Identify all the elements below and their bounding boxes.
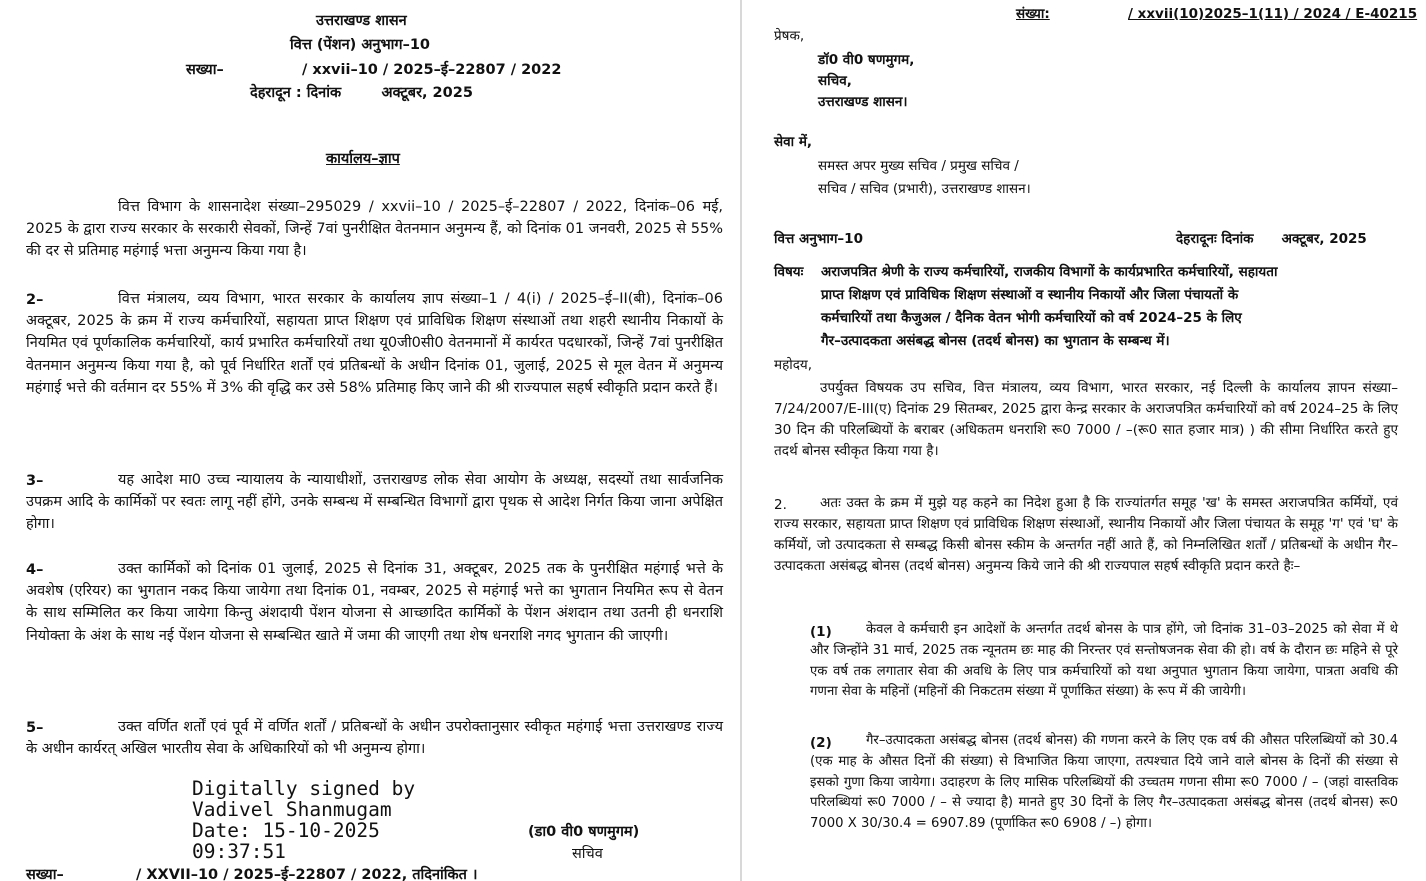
clause-2-number: (2) (810, 735, 832, 751)
digital-signature-block (192, 778, 415, 862)
signature-line-4: 09:37:51 (192, 840, 286, 863)
sender-name: डॉ0 वी0 षणमुगम, (818, 52, 915, 68)
paragraph-2: वित्त मंत्रालय, व्यय विभाग, भारत सरकार के कार्यालय ज्ञाप संख्या–1 / 4(i) / 2025–ई–II(बी), दिनांक–06 अक्टूबर, 2025 के क्रम में राज्य कर्मचारियों, सहायता प्राप्त शिक्षण एवं प्राविधिक शिक्षण संस्थाओं तथा शहरी स्थानीय निकायों के नियमित एवं पूर्णकालिक कर्मचारियों, कार्य प्रभारित कर्मचारियों तथा यू0जी0सी0 वेतनमानों में कार्यरत पदधारकों, जिन्हें 7वां पुनरीक्षित वेतनमान अनुमन्य किया गया है, को पूर्व निर्धारित शर्तों एवं प्रतिबन्धों के अधीन दिनांक 01, जुलाई, 2025 से मूल वेतन में अनुमन्य महंगाई भत्ते की वर्तमान दर 55% में 3% की वृद्धि कर उसे 58% प्रतिमाह किए जाने की श्री राज्यपाल सहर्ष स्वीकृति प्रदान करते हैं। (26, 291, 723, 396)
right-sankhya-label: संख्या: (1016, 6, 1050, 22)
paragraph-5-number: 5– (26, 720, 44, 736)
paragraph-1: वित्त विभाग के शासनादेश संख्या–295029 / xxvii–10 / 2025–ई–22807 / 2022, दिनांक–06 मई, 2025 के द्वारा राज्य सरकार के सरकारी सेवकों, जिन्हें 7वां पुनरीक्षित वेतनमान अनुमन्य हैं, को दिनांक 01 जनवरी, 2025 से 55% की दर से प्रतिमाह महंगाई भत्ता अनुमन्य किया गया है। (26, 199, 723, 260)
sankhya-label: सख्या– (186, 62, 224, 78)
clause-1-number: (1) (810, 624, 832, 640)
recipient-line-1: समस्त अपर मुख्य सचिव / प्रमुख सचिव / (818, 158, 1019, 174)
subject-label: विषयः (774, 264, 804, 280)
subject-line-3: कर्मचारियों तथा कैजुअल / दैनिक वेतन भोगी कर्मचारियों को वर्ष 2024–25 के लिए (821, 310, 1242, 326)
department-name: वित्त (पेंशन) अनुभाग–10 (290, 37, 430, 53)
paragraph-4-number: 4– (26, 562, 44, 578)
right-paragraph-2: अतः उक्त के क्रम में मुझे यह कहने का निदेश हुआ है कि राज्यांतर्गत समूह 'ख' के समस्त अराजपत्रित कर्मियों, एवं राज्य सरकार, सहायता प्राप्त शिक्षण एवं प्राविधिक शिक्षण संस्थाओं, स्थानीय निकायों और जिला पंचायत के समूह 'ग' एवं 'घ' के कर्मियों, जो उत्पादकता से सम्बद्ध किसी बोनस स्कीम के अन्तर्गत नहीं आते हैं, को निम्नलिखित शर्तों / प्रतिबन्धों के अधीन गैर–उत्पादकता असंबद्ध बोनस (तदर्थ बोनस) अनुमन्य किये जाने की श्री राज्यपाल सहर्ष स्वीकृति प्रदान करते हैः– (774, 495, 1398, 574)
date-line: देहरादून : दिनांक अक्टूबर, 2025 (250, 85, 473, 101)
paragraph-5: उक्त वर्णित शर्तों एवं पूर्व में वर्णित शर्तों / प्रतिबन्धों के अधीन उपरोक्तानुसार स्वीकृत महंगाई भत्ता उत्तराखण्ड राज्य के अधीन कार्यरत् अखिल भारतीय सेवा के अधिकारियों को भी अनुमन्य होगा। (26, 719, 723, 758)
paragraph-4: उक्त कार्मिकों को दिनांक 01 जुलाई, 2025 से दिनांक 31, अक्टूबर, 2025 तक के पुनरीक्षित महंगाई भत्ते के अवशेष (एरियर) का भुगतान नकद किया जायेगा तथा दिनांक 01, नवम्बर, 2025 से महंगाई भत्ते का भुगतान नियमित रूप से वेतन के साथ सम्मिलित कर किया जायेगा किन्तु अंशदायी पेंशन योजना से आच्छादित कार्मिकों के पेंशन अंशदान तथा उतनी ही धनराशि नियोक्ता के अंश के साथ नई पेंशन योजना से सम्बन्धित खाते में जमा की जाएगी तथा शेष धनराशि नगद भुगतान की जाएगी। (26, 561, 723, 644)
sender-org: उत्तराखण्ड शासन। (818, 94, 908, 110)
preshak-label: प्रेषक, (774, 28, 805, 44)
document-title: कार्यालय–ज्ञाप (326, 151, 400, 167)
paragraph-3-number: 3– (26, 473, 44, 489)
signature-line-2: Vadivel Shanmugam (192, 798, 392, 821)
signature-line-1: Digitally signed by (192, 777, 416, 800)
seva-label: सेवा में, (774, 134, 813, 150)
sender-title: सचिव, (818, 73, 852, 89)
paragraph-2-number: 2– (26, 292, 44, 308)
clause-1: केवल वे कर्मचारी इन आदेशों के अन्तर्गत तदर्थ बोनस के पात्र होंगे, जो दिनांक 31–03–2025 को सेवा में थे और जिन्होंने 31 मार्च, 2025 तक न्यूनतम छः माह की निरन्तर एवं सन्तोषजनक सेवा की हो। वर्ष के दौरान छः महिने से पूरे एक वर्ष तक लगातार सेवा की अवधि के लिए पात्र कर्मचारियों को यथा अनुपात भुगतान किया जायेगा, पात्रता अवधि की गणना सेवा के महिनों (महिनों की निकटतम संख्या में पूर्णाकित संख्या) के रूप में की जायेगी। (810, 622, 1398, 700)
subject-line-4: गैर–उत्पादकता असंबद्ध बोनस (तदर्थ बोनस) का भुगतान के सम्बन्ध में। (821, 333, 1170, 349)
subject-line-2: प्राप्त शिक्षण एवं प्राविधिक शिक्षण संस्थाओं व स्थानीय निकायों और जिला पंचायतों के (821, 287, 1239, 303)
signatory-title: सचिव (572, 846, 603, 862)
salutation: महोदय, (774, 357, 813, 373)
footer-sankhya-label: सख्या– (26, 867, 64, 881)
right-paragraph-1: उपर्युक्त विषयक उप सचिव, वित्त मंत्रालय, व्यय विभाग, भारत सरकार, नई दिल्ली के कार्यालय ज्ञापन संख्या–7/24/2007/E-III(ए) दिनांक 29 सितम्बर, 2025 द्वारा केन्द्र सरकार के अराजपत्रित कर्मचारियों को वर्ष 2024–25 के लिए 30 दिन की परिलब्धियों के बराबर (अधिकतम धनराशि रू0 7000 / –(रू0 सात हजार मात्र) ) की सीमा निर्धारित करते हुए तदर्थ बोनस स्वीकृत किया गया है। (774, 380, 1398, 459)
right-document-page (742, 0, 1426, 881)
section-name: वित्त अनुभाग–10 (774, 231, 863, 247)
subject-line-1: अराजपत्रित श्रेणी के राज्य कर्मचारियों, राजकीय विभागों के कार्यप्रभारित कर्मचारियों, सहायता (821, 264, 1278, 280)
sankhya-reference: / xxvii–10 / 2025–ई–22807 / 2022 (302, 62, 562, 78)
paragraph-3: यह आदेश मा0 उच्च न्यायालय के न्यायाधीशों, उत्तराखण्ड लोक सेवा आयोग के अध्यक्ष, सदस्यों तथा सार्वजनिक उपक्रम आदि के कार्मिकों पर स्वतः लागू नहीं होंगे, उनके सम्बन्ध में सम्बन्धित विभागों द्वारा पृथक से आदेश निर्गत किया जाना अपेक्षित होगा। (26, 472, 723, 533)
right-paragraph-2-number: 2. (774, 497, 787, 513)
govt-name: उत्तराखण्ड शासन (316, 13, 407, 29)
footer-sankhya-reference: / XXVII–10 / 2025–ई–22807 / 2022, तदिनांकित । (136, 867, 478, 881)
right-sankhya-reference: / xxvii(10)2025–1(11) / 2024 / E-40215 (1128, 6, 1418, 22)
signatory-name: (डा0 वी0 षणमुगम) (528, 824, 640, 840)
recipient-line-2: सचिव / सचिव (प्रभारी), उत्तराखण्ड शासन। (818, 181, 1031, 197)
clause-2: गैर–उत्पादकता असंबद्ध बोनस (तदर्थ बोनस) की गणना करने के लिए एक वर्ष की औसत परिलब्धियों को 30.4 (एक माह के औसत दिनों की संख्या) से विभाजित किया जाएगा, तत्पश्चात दिये जाने वाले बोनस के दिनों की संख्या से इसको गुणा किया जायेगा। उदाहरण के लिए मासिक परिलब्धियों की उच्चतम गणना सीमा रू0 7000 / – (जहां वास्तविक परिलब्धियां रू0 7000 / – से ज्यादा है) मानते हुए 30 दिनों के लिए गैर–उत्पादकता असंबद्ध बोनस (तदर्थ बोनस) रू0 7000 X 30/30.4 = 6907.89 (पूर्णाकित रू0 6908 / –) होगा। (810, 733, 1398, 832)
right-date-line: देहरादूनः दिनांक अक्टूबर, 2025 (1176, 231, 1367, 247)
signature-line-3: Date: 15-10-2025 (192, 819, 380, 842)
